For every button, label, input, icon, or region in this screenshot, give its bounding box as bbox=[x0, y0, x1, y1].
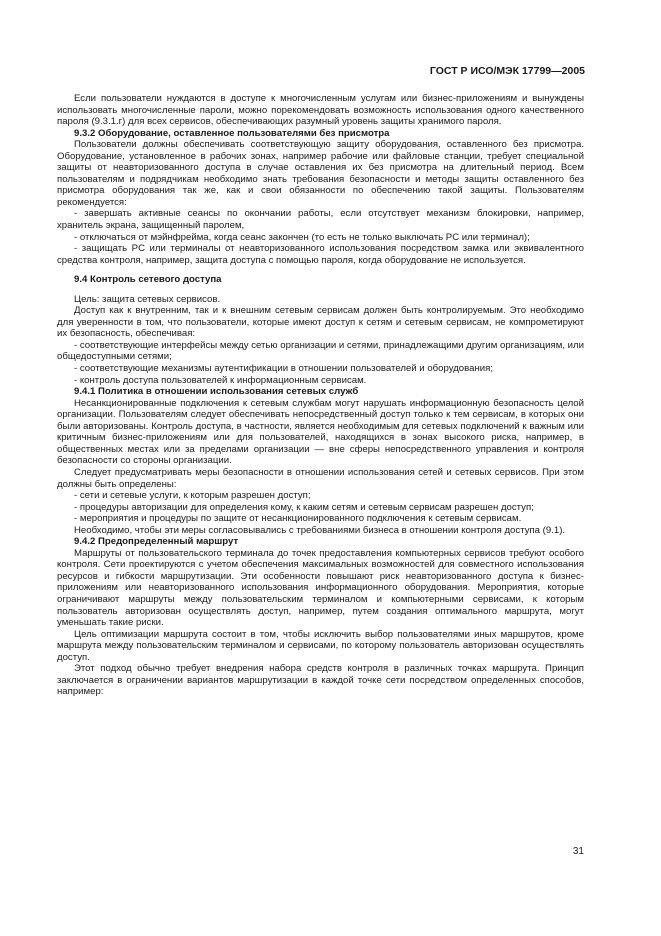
paragraph: - отключаться от мэйнфрейма, когда сеанс закончен (то есть не только выключать PC или терминал); bbox=[74, 231, 530, 243]
paragraph: Следует предусматривать меры безопасности в отношении использования сетей и сетевых сервисов. При этом должны быть определены: bbox=[57, 466, 584, 490]
paragraph: Необходимо, чтобы эти меры согласовывались с требованиями бизнеса в отношении контроля доступа (9.1). bbox=[74, 524, 566, 536]
paragraph: Пользователи должны обеспечивать соответствующую защиту оборудования, оставленного без присмотра. Оборудование, установленное в рабочих зонах, например рабочие или файловые станции, требует специальной защиты от неавторизованного доступа в случае оставления их без присмотра на длительный период. Всем пользователям и подрядчикам необходимо знать требования безопасности и методы защиты оставленного без присмотра оборудования так же, как и свои обязанности по обеспечению такой защиты. Пользователям рекомендуется: bbox=[57, 139, 584, 208]
paragraph: - завершать активные сеансы по окончании работы, если отсутствует механизм блокировки, например, хранитель экрана, защищенный паролем, bbox=[57, 208, 584, 232]
paragraph: Цель: защита сетевых сервисов. bbox=[74, 293, 221, 305]
section-heading: 9.4.2 Предопределенный маршрут bbox=[74, 536, 239, 548]
paragraph: - соответствующие интерфейсы между сетью организации и сетями, принадлежащими другим организациям, или общедоступными сетями; bbox=[57, 339, 584, 363]
document-body bbox=[57, 93, 584, 698]
paragraph: - соответствующие механизмы аутентификации в отношении пользователей и оборудования; bbox=[74, 363, 493, 375]
paragraph: Доступ как к внутренним, так и к внешним сетевым сервисам должен быть контролируемым. Это необходимо для уверенности в том, что пользователи, которые имеют доступ к сетям и сетевым сервисам, не компрометируют их безопасность, обеспечивая: bbox=[57, 305, 584, 340]
section-heading: 9.4 Контроль сетевого доступа bbox=[74, 274, 222, 286]
paragraph: Цель оптимизации маршрута состоит в том, чтобы исключить выбор пользователями иных маршрутов, кроме маршрута между пользовательским терминалом и сервисами, по которому пользователь авторизован осуществлять доступ. bbox=[57, 628, 584, 663]
document-header: ГОСТ Р ИСО/МЭК 17799—2005 bbox=[429, 65, 585, 77]
page-number: 31 bbox=[572, 846, 584, 857]
paragraph: - защищать PC или терминалы от неавторизованного использования посредством замка или эквивалентного средства контроля, например, защита доступа с помощью пароля, когда оборудование не используется. bbox=[57, 243, 584, 266]
paragraph: - контроль доступа пользователей к информационным сервисам. bbox=[74, 374, 367, 386]
paragraph: Несанкционированные подключения к сетевым службам могут нарушать информационную безопасность целой организации. Пользователям следует обеспечивать непосредственный доступ только к тем сервисам, в которых они были авторизованы. Контроль доступа, в частности, является необходимым для сетевых подключений к важным или критичным бизнес-приложениям или для пользователей, находящихся в зонах высокого риска, например, в общественных местах или за пределами организации — вне сферы непосредственного управления и контроля безопасности со стороны организации. bbox=[57, 397, 584, 467]
section-heading: 9.4.1 Политика в отношении использования сетевых служб bbox=[74, 386, 359, 398]
section-heading: 9.3.2 Оборудование, оставленное пользователями без присмотра bbox=[74, 127, 390, 139]
paragraph: Маршруты от пользовательского терминала до точек предоставления компьютерных сервисов требуют особого контроля. Сети проектируются с учетом обеспечения максимальных возможностей для совместного использования ресурсов и гибкости маршрутизации. Эти особенности повышают риск неавторизованного доступа к бизнес-приложениям или неавторизованного использования информационного оборудования. Мероприятия, которые ограничивают маршруты между пользовательским терминалом и компьютерными сервисами, к которым пользователь авторизован осуществлять доступ, например, путем создания оптимального маршрута, могут уменьшать такие риски. bbox=[57, 547, 584, 629]
paragraph: Если пользователи нуждаются в доступе к многочисленным услугам или бизнес-приложениям и вынуждены использовать многочисленные пароли, можно порекомендовать возможность использования одного качественного пароля (9.3.1.г) для всех сервисов, обеспечивающих разумный уровень защиты хранимого пароля. bbox=[57, 93, 584, 128]
paragraph: - процедуры авторизации для определения кому, к каким сетям и сетевым сервисам разрешен доступ; bbox=[74, 501, 534, 513]
paragraph: Этот подход обычно требует внедрения набора средств контроля в различных точках маршрута. Принцип заключается в ограничении вариантов маршрутизации в каждой точке сети посредством определенных способов, например: bbox=[57, 663, 584, 698]
paragraph: - мероприятия и процедуры по защите от несанкционированного подключения к сетевым сервисам. bbox=[74, 513, 522, 525]
paragraph: - сети и сетевые услуги, к которым разрешен доступ; bbox=[74, 490, 311, 502]
